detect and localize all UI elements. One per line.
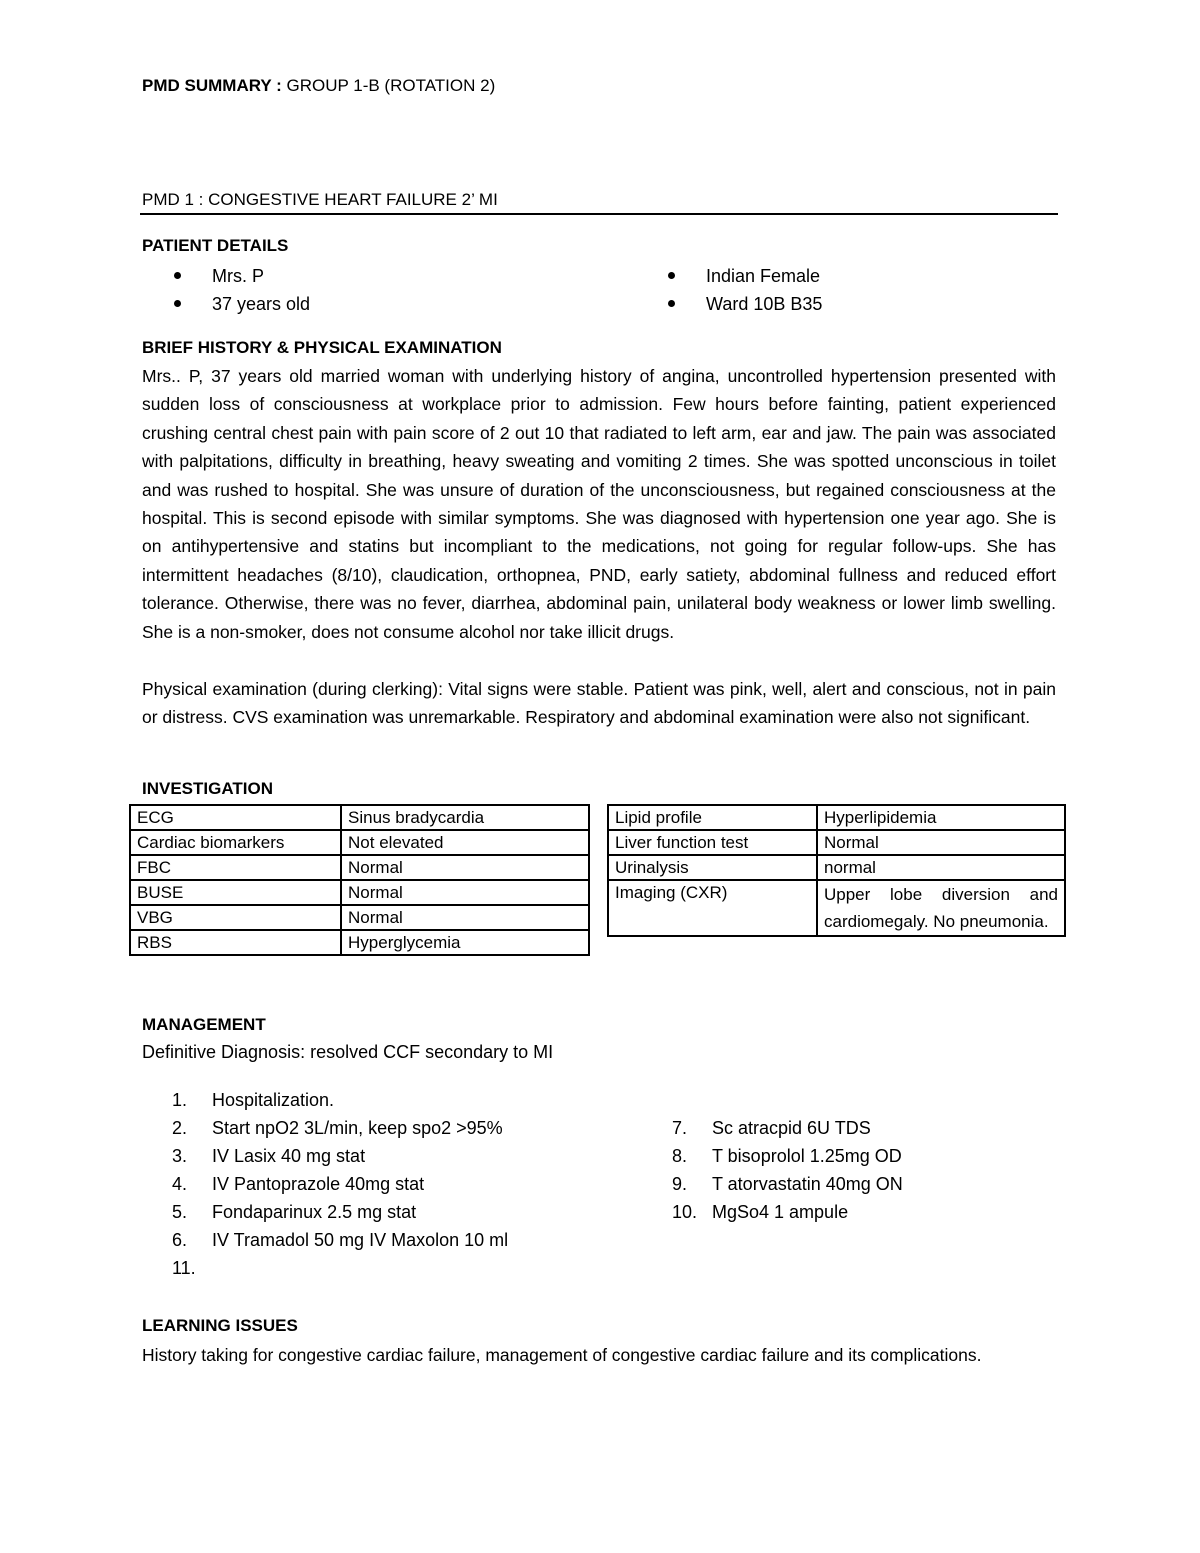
- item-number: 11.: [172, 1258, 196, 1278]
- patient-details-left: [142, 262, 310, 318]
- test-result: Hyperglycemia: [341, 930, 589, 955]
- table-row: [608, 855, 1065, 880]
- document-title-rest: GROUP 1-B (ROTATION 2): [281, 76, 496, 95]
- list-item: [142, 1086, 508, 1114]
- item-number: 8.: [672, 1146, 688, 1166]
- management-list-left: [142, 1086, 508, 1282]
- test-name: BUSE: [130, 880, 341, 905]
- investigation-table-left: [129, 804, 590, 956]
- test-result: Not elevated: [341, 830, 589, 855]
- list-item: [142, 1226, 508, 1254]
- list-item: [142, 1170, 508, 1198]
- list-item: [142, 1198, 508, 1226]
- test-name: Liver function test: [608, 830, 817, 855]
- table-row: [130, 905, 589, 930]
- patient-detail-item: Ward 10B B35: [636, 290, 822, 318]
- management-list-right: [642, 1114, 903, 1226]
- test-result: Normal: [341, 880, 589, 905]
- table-row: [130, 830, 589, 855]
- patient-detail-item: Mrs. P: [142, 262, 310, 290]
- physical-exam-paragraph: Physical examination (during clerking): Vital signs were stable. Patient was pink, well, alert and conscious, not in pain or distress. CVS examination was unremarkable. Respiratory and abdominal examination were also not significant.: [142, 679, 1056, 728]
- bullet-icon: [174, 300, 181, 307]
- item-text: IV Tramadol 50 mg IV Maxolon 10 ml: [212, 1230, 509, 1250]
- pmd-title: PMD 1 : CONGESTIVE HEART FAILURE 2’ MI: [142, 190, 498, 209]
- table-row: [130, 855, 589, 880]
- test-name: Urinalysis: [608, 855, 817, 880]
- item-text: IV Lasix 40 mg stat: [212, 1146, 366, 1166]
- item-number: 9.: [672, 1174, 688, 1194]
- table-row: [608, 805, 1065, 830]
- test-result: Normal: [817, 830, 1065, 855]
- learning-issues-heading: LEARNING ISSUES: [142, 1316, 298, 1335]
- document-title-bold: PMD SUMMARY :: [142, 76, 282, 95]
- list-item: [142, 1142, 508, 1170]
- history-paragraph: Mrs.. P, 37 years old married woman with underlying history of angina, uncontrolled hypertension presented with sudden loss of consciousness at workplace prior to admission. Few hours before fainting, patient experienced crushing central chest pain with pain score of 2 out 10 that radiated to left arm, ear and jaw. The pain was associated with palpitations, difficulty in breathing, heavy sweating and vomiting 2 times. She was spotted unconscious in toilet and was rushed to hospital. She was unsure of duration of the unconsciousness, but regained consciousness at the hospital. This is second episode with similar symptoms. She was diagnosed with hypertension one year ago. She is on antihypertensive and statins but incompliant to the medications, not going for regular follow-ups. She has intermittent headaches (8/10), claudication, orthopnea, PND, early satiety, abdominal fullness and reduced effort tolerance. Otherwise, there was no fever, diarrhea, abdominal pain, unilateral body weakness or lower limb swelling. She is a non-smoker, does not consume alcohol nor take illicit drugs.: [142, 366, 1056, 642]
- test-result: Normal: [341, 855, 589, 880]
- item-number: 7.: [672, 1118, 688, 1138]
- learning-issues-text: History taking for congestive cardiac failure, management of congestive cardiac failure and its complications.: [142, 1345, 982, 1365]
- item-text: IV Pantoprazole 40mg stat: [212, 1174, 425, 1194]
- item-text: MgSo4 1 ampule: [712, 1202, 849, 1222]
- item-number: 2.: [172, 1118, 188, 1138]
- patient-details-right: [636, 262, 822, 318]
- test-result: Upper lobe diversion and cardiomegaly. No pneumonia.: [817, 880, 1065, 936]
- test-name: ECG: [130, 805, 341, 830]
- table-row: [130, 880, 589, 905]
- test-name: Imaging (CXR): [608, 880, 817, 936]
- test-name: RBS: [130, 930, 341, 955]
- list-item: [642, 1170, 903, 1198]
- item-text: Start npO2 3L/min, keep spo2 >95%: [212, 1118, 503, 1138]
- title-rule: [140, 213, 1058, 215]
- investigation-table-right: [607, 804, 1066, 937]
- test-name: Cardiac biomarkers: [130, 830, 341, 855]
- list-item: [142, 1254, 508, 1282]
- list-item: [642, 1114, 903, 1142]
- item-number: 3.: [172, 1146, 188, 1166]
- list-item: [142, 1114, 508, 1142]
- bullet-icon: [668, 300, 675, 307]
- management-heading: MANAGEMENT: [142, 1015, 266, 1034]
- table-row: [130, 930, 589, 955]
- table-row: [608, 880, 1065, 936]
- test-result: Hyperlipidemia: [817, 805, 1065, 830]
- test-result: Sinus bradycardia: [341, 805, 589, 830]
- test-name: FBC: [130, 855, 341, 880]
- item-number: 1.: [172, 1090, 188, 1110]
- list-item: [642, 1142, 903, 1170]
- item-number: 6.: [172, 1230, 188, 1250]
- patient-details-heading: PATIENT DETAILS: [142, 236, 289, 255]
- item-number: 10.: [672, 1202, 698, 1222]
- test-name: VBG: [130, 905, 341, 930]
- table-row: [130, 805, 589, 830]
- test-result: Normal: [341, 905, 589, 930]
- bullet-icon: [174, 272, 181, 279]
- bullet-icon: [668, 272, 675, 279]
- definitive-diagnosis: Definitive Diagnosis: resolved CCF secondary to MI: [142, 1042, 554, 1062]
- item-number: 4.: [172, 1174, 188, 1194]
- table-row: [608, 830, 1065, 855]
- item-text: T bisoprolol 1.25mg OD: [712, 1146, 902, 1166]
- item-number: 5.: [172, 1202, 188, 1222]
- item-text: Hospitalization.: [212, 1090, 335, 1110]
- list-item: [642, 1198, 903, 1226]
- patient-detail-item: Indian Female: [636, 262, 822, 290]
- investigation-heading: INVESTIGATION: [142, 779, 273, 798]
- test-name: Lipid profile: [608, 805, 817, 830]
- patient-detail-item: 37 years old: [142, 290, 310, 318]
- item-text: T atorvastatin 40mg ON: [712, 1174, 903, 1194]
- document-title: [142, 76, 495, 96]
- item-text: Fondaparinux 2.5 mg stat: [212, 1202, 417, 1222]
- test-result: normal: [817, 855, 1065, 880]
- item-text: Sc atracpid 6U TDS: [712, 1118, 871, 1138]
- history-heading: BRIEF HISTORY & PHYSICAL EXAMINATION: [142, 338, 502, 357]
